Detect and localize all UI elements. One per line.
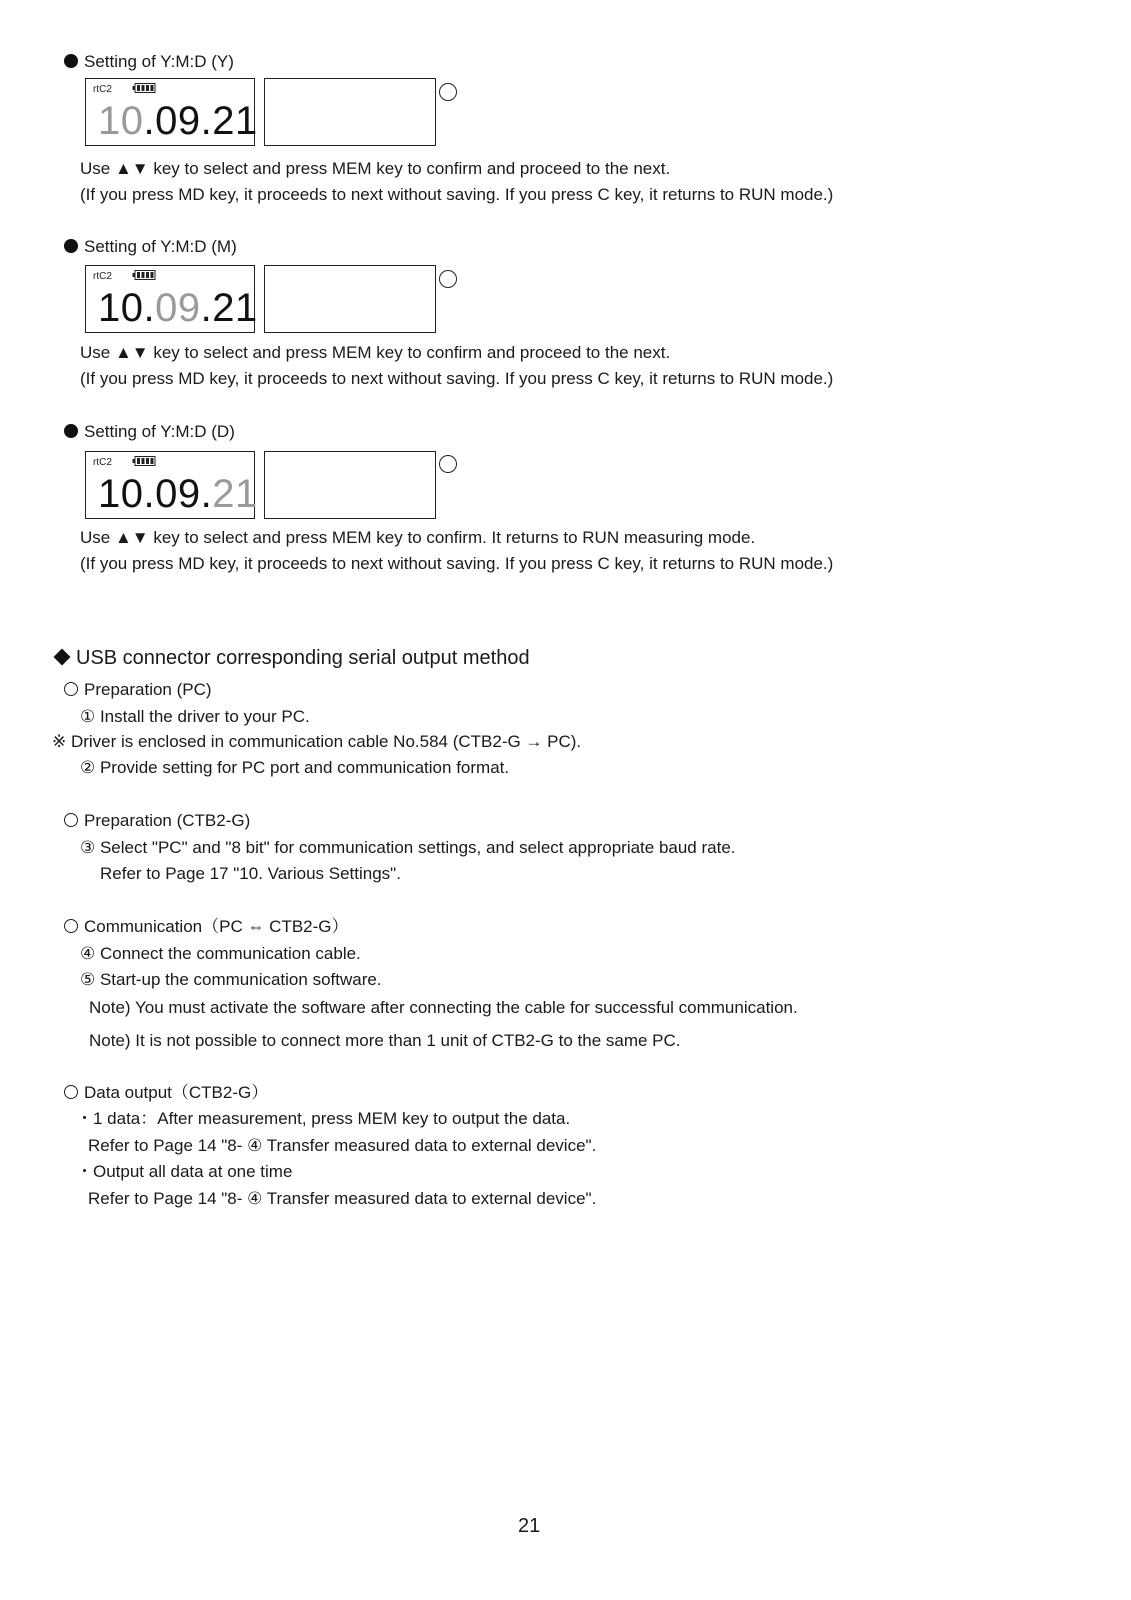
instruction-note: (If you press MD key, it proceeds to next without saving. If you press C key, it returns to RUN mode.) [80, 185, 834, 204]
subsection-title: Preparation (CTB2-G) [64, 811, 250, 831]
battery-icon [132, 270, 156, 280]
bullet-icon [64, 239, 78, 253]
lcd-display [85, 265, 258, 333]
circle-icon [439, 455, 457, 473]
note-line: Note) It is not possible to connect more than 1 unit of CTB2-G to the same PC. [89, 1031, 681, 1050]
refer-line: Refer to Page 17 "10. Various Settings". [100, 864, 401, 883]
hollow-circle-icon [64, 919, 78, 933]
hollow-circle-icon [64, 1085, 78, 1099]
subsection-title: Preparation (PC) [64, 680, 212, 700]
diamond-icon [54, 649, 71, 666]
lcd-mode-label: rtC2 [93, 271, 112, 282]
lcd-date-digits: 10.09.21 [98, 99, 258, 143]
bullet-icon [64, 54, 78, 68]
lcd-month: 09 [155, 286, 201, 330]
lcd-mode-label: rtC2 [93, 457, 112, 468]
list-item: ・1 data：After measurement, press MEM key to output the data. [76, 1109, 571, 1128]
note-line: ※ Driver is enclosed in communication cable No.584 (CTB2-G → PC). [52, 732, 582, 751]
lcd-month: 09 [155, 99, 201, 143]
lcd-year: 10 [98, 472, 144, 516]
refer-line: Refer to Page 14 "8- ④ Transfer measured data to external device". [88, 1189, 597, 1208]
blank-display-box [264, 451, 436, 519]
step-item: ① Install the driver to your PC. [80, 707, 310, 726]
lcd-month: 09 [155, 472, 201, 516]
refer-line: Refer to Page 14 "8- ④ Transfer measured data to external device". [88, 1136, 597, 1155]
instruction-note: (If you press MD key, it proceeds to next without saving. If you press C key, it returns to RUN mode.) [80, 554, 834, 573]
lcd-display [85, 451, 258, 519]
instruction-line: Use ▲▼ key to select and press MEM key to confirm and proceed to the next. [80, 343, 671, 362]
hollow-circle-icon [64, 813, 78, 827]
blank-display-box [264, 265, 436, 333]
instruction-line: Use ▲▼ key to select and press MEM key to confirm and proceed to the next. [80, 159, 671, 178]
lcd-day: 21 [212, 472, 258, 516]
setting-title: Setting of Y:M:D (M) [64, 237, 237, 257]
lcd-day: 21 [212, 286, 258, 330]
lcd-year: 10 [98, 99, 144, 143]
instruction-note: (If you press MD key, it proceeds to next without saving. If you press C key, it returns to RUN mode.) [80, 369, 834, 388]
subsection-title: Communication（PC ⇔ CTB2-G） [64, 917, 349, 937]
step-item: ② Provide setting for PC port and communication format. [80, 758, 510, 777]
battery-icon [132, 83, 156, 93]
list-item: ・Output all data at one time [76, 1162, 293, 1181]
setting-title: Setting of Y:M:D (Y) [64, 52, 234, 72]
bullet-icon [64, 424, 78, 438]
setting-title: Setting of Y:M:D (D) [64, 422, 235, 442]
lcd-day: 21 [212, 99, 258, 143]
lcd-mode-label: rtC2 [93, 84, 112, 95]
note-line: Note) You must activate the software after connecting the cable for successful communication. [89, 998, 798, 1017]
step-item: ③ Select "PC" and "8 bit" for communication settings, and select appropriate baud rate. [80, 838, 736, 857]
page-number: 21 [518, 1515, 541, 1537]
lcd-date-digits: 10.09.21 [98, 286, 258, 330]
lcd-year: 10 [98, 286, 144, 330]
blank-display-box [264, 78, 436, 146]
circle-icon [439, 270, 457, 288]
lcd-date-digits: 10.09.21 [98, 472, 258, 516]
subsection-title: Data output（CTB2-G） [64, 1083, 268, 1103]
lcd-display [85, 78, 258, 146]
hollow-circle-icon [64, 682, 78, 696]
instruction-line: Use ▲▼ key to select and press MEM key to confirm. It returns to RUN measuring mode. [80, 528, 756, 547]
battery-icon [132, 456, 156, 466]
circle-icon [439, 83, 457, 101]
step-item: ⑤ Start-up the communication software. [80, 970, 382, 989]
section-heading: USB connector corresponding serial output method [52, 646, 530, 670]
step-item: ④ Connect the communication cable. [80, 944, 361, 963]
